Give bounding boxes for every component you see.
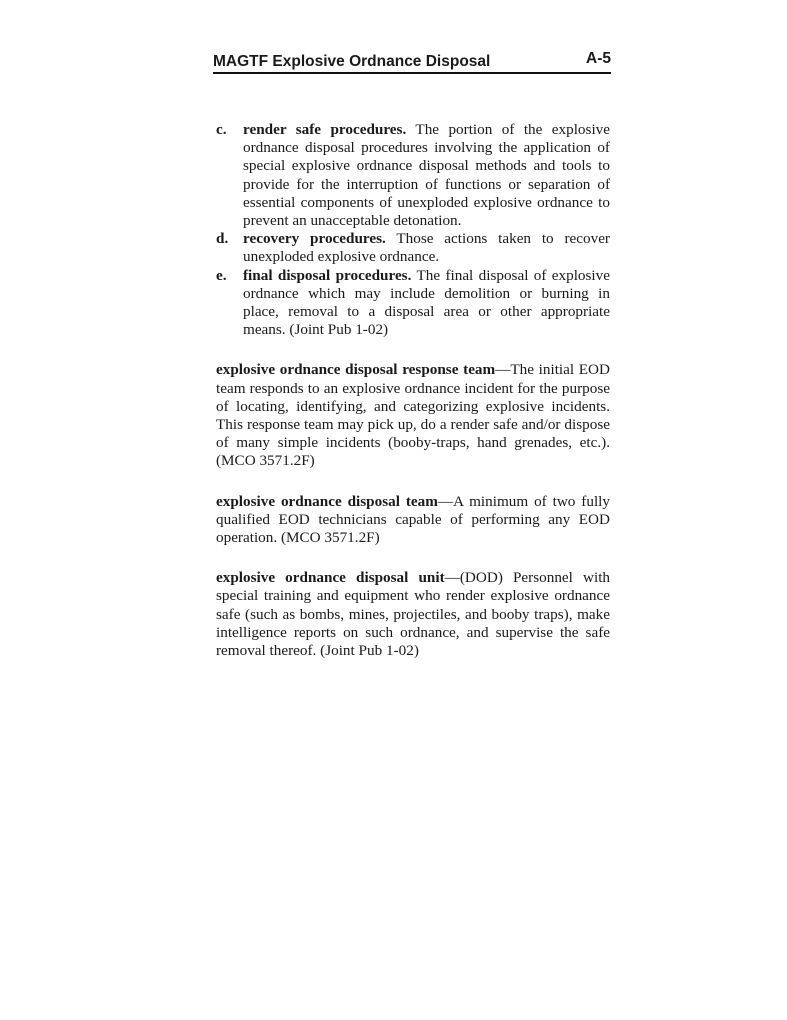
definition-eod-team: [216, 493, 610, 548]
procedure-list: [216, 121, 610, 339]
definition-text: —The initial EOD team responds to an explosive ordnance incident for the purpose of locating, identifying, and categorizing explosive incidents. This response team may pick up, do a render safe and/or dispose of many simple incidents (booby-traps, hand grenades, etc.). (MCO 3571.2F): [216, 361, 610, 470]
definition-term: explosive ordnance disposal response team: [216, 361, 496, 379]
list-item-e: [216, 267, 610, 340]
page-header: [213, 50, 611, 74]
list-letter: e.: [216, 266, 227, 284]
list-item-d: [216, 230, 610, 266]
definition-text: —(DOD) Personnel with special training and equipment who render explosive ordnance safe (such as bombs, mines, projectiles, and booby traps), make intelligence reports on such ordnance, and supervise the safe removal thereof. (Joint Pub 1-02): [216, 569, 611, 660]
list-term: final disposal procedures.: [243, 266, 412, 284]
page-number: A-5: [586, 50, 611, 67]
page-content: [216, 121, 610, 660]
list-letter: c.: [216, 121, 227, 138]
definition-text: —A minimum of two fully qualified EOD technicians capable of performing any EOD operation. (MCO 3571.2F): [216, 492, 610, 547]
document-title: MAGTF Explosive Ordnance Disposal: [213, 53, 491, 70]
definition-eod-unit: [216, 569, 610, 660]
list-text: The portion of the explosive ordnance disposal procedures involving the application of special explosive ordnance disposal methods and tools to provide for the interruption of functions or separation of essential components of unexploded explosive ordnance to prevent an unacceptable detonation.: [243, 121, 610, 230]
list-letter: d.: [216, 230, 229, 248]
list-term: recovery procedures.: [243, 230, 386, 248]
definition-term: explosive ordnance disposal team: [216, 492, 438, 510]
list-text: The final disposal of explosive ordnance which may include demolition or burning in place, removal to a disposal area or other appropriate means. (Joint Pub 1-02): [243, 266, 610, 339]
list-term: render safe procedures.: [243, 121, 407, 138]
list-text: Those actions taken to recover unexploded explosive ordnance.: [243, 230, 610, 266]
list-item-c: [216, 121, 610, 230]
definition-eod-response-team: [216, 361, 610, 470]
definition-term: explosive ordnance disposal unit: [216, 569, 445, 587]
